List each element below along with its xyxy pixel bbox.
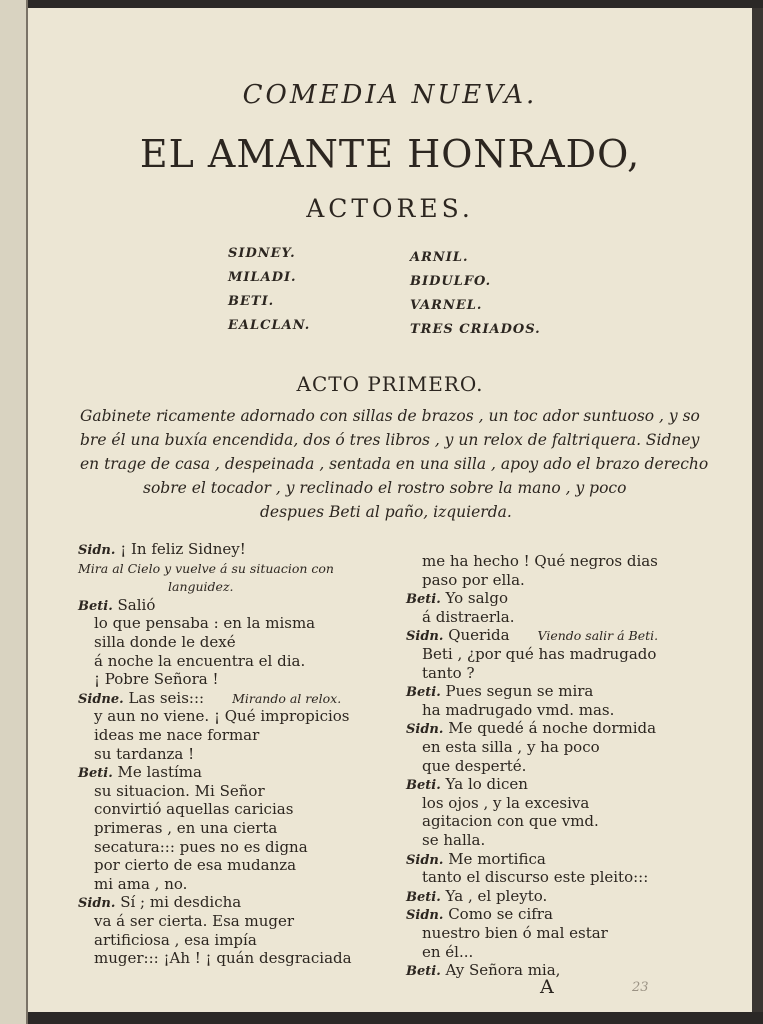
dialogue-line <box>94 819 277 837</box>
dialogue-text: tanto el discurso este pleito::: <box>422 868 649 887</box>
dialogue-text: lo que pensaba : en la misma <box>94 614 316 633</box>
speaker-label: Beti. <box>406 592 441 608</box>
dialogue-text: Me quedé á noche dormida <box>448 719 657 738</box>
dialogue-line <box>94 838 308 856</box>
speaker-label: Beti. <box>406 889 441 905</box>
cast-member: BETI. <box>228 294 275 309</box>
dialogue-line <box>422 831 485 849</box>
play-kicker: COMEDIA NUEVA. <box>242 80 538 110</box>
dialogue-line <box>94 782 265 800</box>
dialogue-text: los ojos , y la excesiva <box>422 793 590 812</box>
stage-direction-line: despues Beti al paño, izquierda. <box>260 503 512 521</box>
dialogue-line <box>422 552 658 570</box>
dialogue-text: va á ser cierta. Esa muger <box>94 912 295 930</box>
dialogue-line <box>422 943 473 961</box>
dialogue-line <box>94 875 187 893</box>
page-number: 23 <box>632 980 649 995</box>
speaker-label: Sidn. <box>78 896 116 912</box>
dialogue-text: Sí ; mi desdicha <box>120 893 242 912</box>
speaker-label: Beti. <box>78 766 113 782</box>
dialogue-line <box>406 775 528 793</box>
dialogue-line <box>94 912 294 930</box>
speaker-label: Sidn. <box>406 908 444 924</box>
dialogue-text: en esta silla , y ha poco <box>422 738 600 756</box>
dialogue-line <box>78 540 246 558</box>
dialogue-text: Ya lo dicen <box>445 775 528 794</box>
dialogue-text: por cierto de esa mudanza <box>94 856 297 875</box>
dialogue-text: silla donde le dexé <box>94 633 236 651</box>
stage-direction-line: sobre el tocador , y reclinado el rostro sobre la mano , y poco <box>143 479 627 497</box>
dialogue-line <box>94 614 315 632</box>
stage-direction-line: bre él una buxía encendida, dos ó tres libros , y un relox de faltriquera. Sidney <box>80 431 700 449</box>
dialogue-line <box>406 961 560 979</box>
cast-member: MILADI. <box>228 270 297 285</box>
dialogue-line <box>94 949 352 967</box>
dialogue-line <box>168 577 234 595</box>
dialogue-line <box>422 812 599 830</box>
dialogue-text: secatura::: pues no es digna <box>94 837 308 856</box>
dialogue-line <box>406 719 656 737</box>
stage-aside: Viendo salir á Beti. <box>537 628 659 644</box>
dialogue-text: su tardanza ! <box>94 744 195 763</box>
dialogue-text: convirtió aquellas caricias <box>94 800 294 819</box>
dialogue-line <box>94 856 296 874</box>
signature-mark: A <box>540 976 554 998</box>
speaker-label: Sidne. <box>78 691 124 707</box>
dialogue-line <box>422 924 608 942</box>
speaker-label: Beti. <box>406 778 441 794</box>
dialogue-text: artificiosa , esa impía <box>94 930 257 949</box>
dialogue-text: á distraerla. <box>422 607 515 626</box>
adjacent-page-edge <box>0 0 28 1024</box>
dialogue-text: me ha hecho ! Qué negros dias <box>422 552 658 570</box>
speaker-label: Sidn. <box>406 852 444 868</box>
cast-member: BIDULFO. <box>410 274 492 289</box>
dialogue-text: primeras , en una cierta <box>94 819 278 837</box>
dialogue-text: agitacion con que vmd. <box>422 812 599 831</box>
dialogue-line <box>78 893 241 911</box>
stage-aside: languidez. <box>168 579 234 595</box>
dialogue-line <box>406 589 508 607</box>
dialogue-text: su situacion. Mi Señor <box>94 781 265 800</box>
dialogue-line <box>94 726 259 744</box>
speaker-label: Sidn. <box>78 543 116 558</box>
dialogue-text: mi ama , no. <box>94 874 188 893</box>
speaker-label: Beti. <box>406 685 441 701</box>
dialogue-text: Pues segun se mira <box>445 682 594 701</box>
dialogue-line <box>78 689 341 707</box>
cast-member: ARNIL. <box>410 250 469 265</box>
dialogue-text: Yo salgo <box>445 589 508 608</box>
dialogue-line <box>94 652 305 670</box>
book-page <box>28 8 752 1012</box>
stage-direction-line: en trage de casa , despeinada , sentada en una silla , apoy ado el brazo derecho <box>80 455 709 473</box>
dialogue-line <box>422 738 600 756</box>
dialogue-text: ¡ Pobre Señora ! <box>94 670 219 689</box>
act-heading: ACTO PRIMERO. <box>296 372 484 396</box>
dialogue-text: Beti , ¿por qué has madrugado <box>422 645 657 663</box>
dialogue-line <box>78 763 202 781</box>
dialogue-line <box>94 800 293 818</box>
dialogue-text: ha madrugado vmd. mas. <box>422 700 615 719</box>
dialogue-text: á noche la encuentra el dia. <box>94 651 306 670</box>
dialogue-text: en él... <box>422 942 474 961</box>
stage-direction-line: Gabinete ricamente adornado con sillas de brazos , un toc ador suntuoso , y so <box>80 407 700 425</box>
dialogue-line <box>422 571 525 589</box>
dialogue-text: Me mortifica <box>448 849 546 868</box>
dialogue-text: Como se cifra <box>448 905 553 924</box>
dialogue-text: Ay Señora mia, <box>445 961 561 980</box>
cast-heading: ACTORES. <box>306 194 474 223</box>
dialogue-text: tanto ? <box>422 663 475 682</box>
dialogue-line <box>406 626 658 644</box>
dialogue-text: que desperté. <box>422 756 527 775</box>
play-title: EL AMANTE HONRADO, <box>139 132 641 176</box>
stage-aside: Mira al Cielo y vuelve á su situacion con <box>78 560 334 576</box>
dialogue-text: muger::: ¡Ah ! ¡ quán desgraciada <box>94 949 352 968</box>
dialogue-line <box>422 757 526 775</box>
page-shadow <box>752 8 763 1012</box>
cast-member: TRES CRIADOS. <box>410 322 541 337</box>
dialogue-line <box>406 905 553 923</box>
dialogue-text: nuestro bien ó mal estar <box>422 924 608 942</box>
speaker-label: Beti. <box>78 598 113 614</box>
dialogue-text: paso por ella. <box>422 570 525 589</box>
dialogue-line <box>422 868 648 886</box>
dialogue-line <box>78 596 155 614</box>
cast-member: VARNEL. <box>410 298 483 313</box>
dialogue-line <box>422 794 589 812</box>
dialogue-line <box>94 670 218 688</box>
dialogue-line <box>94 931 257 949</box>
dialogue-line <box>406 682 593 700</box>
dialogue-text: ideas me nace formar <box>94 726 260 744</box>
stage-aside: Mirando al relox. <box>232 690 342 706</box>
dialogue-line <box>406 887 547 905</box>
dialogue-line <box>406 850 546 868</box>
cast-member: EALCLAN. <box>228 318 311 333</box>
dialogue-line <box>78 559 334 577</box>
dialogue-line <box>94 707 350 725</box>
dialogue-line <box>94 745 194 763</box>
speaker-label: Beti. <box>406 964 441 980</box>
cast-member: SIDNEY. <box>228 246 296 261</box>
dialogue-line <box>422 701 614 719</box>
dialogue-text: Ya , el pleyto. <box>445 886 548 905</box>
dialogue-text: se halla. <box>422 831 486 849</box>
speaker-label: Sidn. <box>406 722 444 738</box>
dialogue-text: y aun no viene. ¡ Qué impropicios <box>94 707 350 726</box>
dialogue-line <box>422 664 475 682</box>
dialogue-text: Me lastíma <box>117 763 202 782</box>
dialogue-text: Las seis::: <box>128 688 205 707</box>
dialogue-text: Salió <box>117 595 156 614</box>
dialogue-line <box>422 608 515 626</box>
speaker-label: Sidn. <box>406 629 444 645</box>
dialogue-text: ¡ In feliz Sidney! <box>120 540 246 558</box>
dialogue-text: Querida <box>448 626 510 645</box>
dialogue-line <box>422 645 656 663</box>
dialogue-line <box>94 633 236 651</box>
